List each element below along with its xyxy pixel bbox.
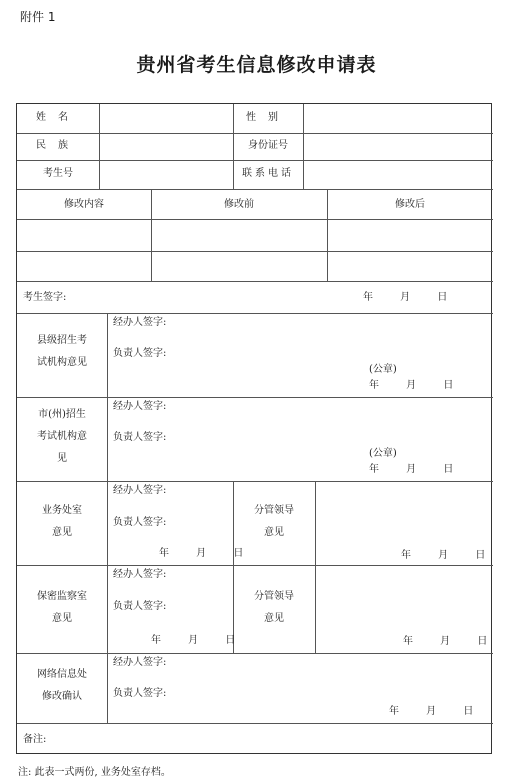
row-line xyxy=(17,281,493,282)
modify-before-header: 修改前 xyxy=(224,199,254,210)
network-section-title: 网络信息处 修改确认 xyxy=(37,669,87,702)
business-responsible-signature: 负责人签字: xyxy=(113,517,167,528)
security-date: 年 月 日 xyxy=(151,635,248,646)
security-handler-signature: 经办人签字: xyxy=(113,569,167,580)
city-seal: (公章) xyxy=(369,448,397,459)
security-leader-title: 分管领导 意见 xyxy=(254,591,294,624)
gender-label: 性别 xyxy=(246,112,290,123)
network-responsible-signature: 负责人签字: xyxy=(113,688,167,699)
attachment-label: 附件 1 xyxy=(20,10,56,24)
county-section-title: 县级招生考 试机构意见 xyxy=(37,335,87,368)
row-line xyxy=(17,189,493,190)
exam-number-label: 考生号 xyxy=(43,168,73,179)
col-line xyxy=(107,313,108,723)
county-responsible-signature: 负责人签字: xyxy=(113,348,167,359)
city-handler-signature: 经办人签字: xyxy=(113,401,167,412)
application-form-table xyxy=(16,103,500,754)
row-line xyxy=(17,653,493,654)
modify-after-header: 修改后 xyxy=(395,199,425,210)
city-responsible-signature: 负责人签字: xyxy=(113,432,167,443)
business-handler-signature: 经办人签字: xyxy=(113,485,167,496)
candidate-signature-date: 年 月 日 xyxy=(363,292,460,303)
business-leader-title: 分管领导 意见 xyxy=(254,505,294,538)
row-line xyxy=(17,160,493,161)
row-line xyxy=(17,219,493,220)
row-line xyxy=(17,251,493,252)
phone-label: 联系电话 xyxy=(242,168,294,179)
col-line xyxy=(315,481,316,653)
network-date: 年 月 日 xyxy=(389,706,486,717)
security-responsible-signature: 负责人签字: xyxy=(113,601,167,612)
row-line xyxy=(17,313,493,314)
row-line xyxy=(17,133,493,134)
county-seal: (公章) xyxy=(369,364,397,375)
col-line xyxy=(303,104,304,189)
ethnicity-label: 民族 xyxy=(36,140,80,151)
city-date: 年 月 日 xyxy=(369,464,466,475)
business-date: 年 月 日 xyxy=(159,548,256,559)
modify-content-header: 修改内容 xyxy=(64,199,104,210)
name-label: 姓名 xyxy=(36,112,80,123)
business-leader-date: 年 月 日 xyxy=(401,550,498,561)
security-leader-date: 年 月 日 xyxy=(403,636,500,647)
remarks-label: 备注: xyxy=(23,734,47,745)
form-title: 贵州省考生信息修改申请表 xyxy=(136,54,377,76)
security-section-title: 保密监察室 意见 xyxy=(37,591,87,624)
col-line xyxy=(99,104,100,189)
county-date: 年 月 日 xyxy=(369,380,466,391)
county-handler-signature: 经办人签字: xyxy=(113,317,167,328)
id-number-label: 身份证号 xyxy=(248,140,288,151)
footnote: 注: 此表一式两份, 业务处室存档。 xyxy=(18,767,171,778)
row-line xyxy=(17,481,493,482)
network-handler-signature: 经办人签字: xyxy=(113,657,167,668)
row-line xyxy=(17,723,493,724)
business-section-title: 业务处室 意见 xyxy=(42,505,82,538)
row-line xyxy=(17,565,493,566)
candidate-signature-label: 考生签字: xyxy=(23,292,67,303)
row-line xyxy=(17,397,493,398)
city-section-title: 市(州)招生 考试机构意 见 xyxy=(37,409,87,464)
